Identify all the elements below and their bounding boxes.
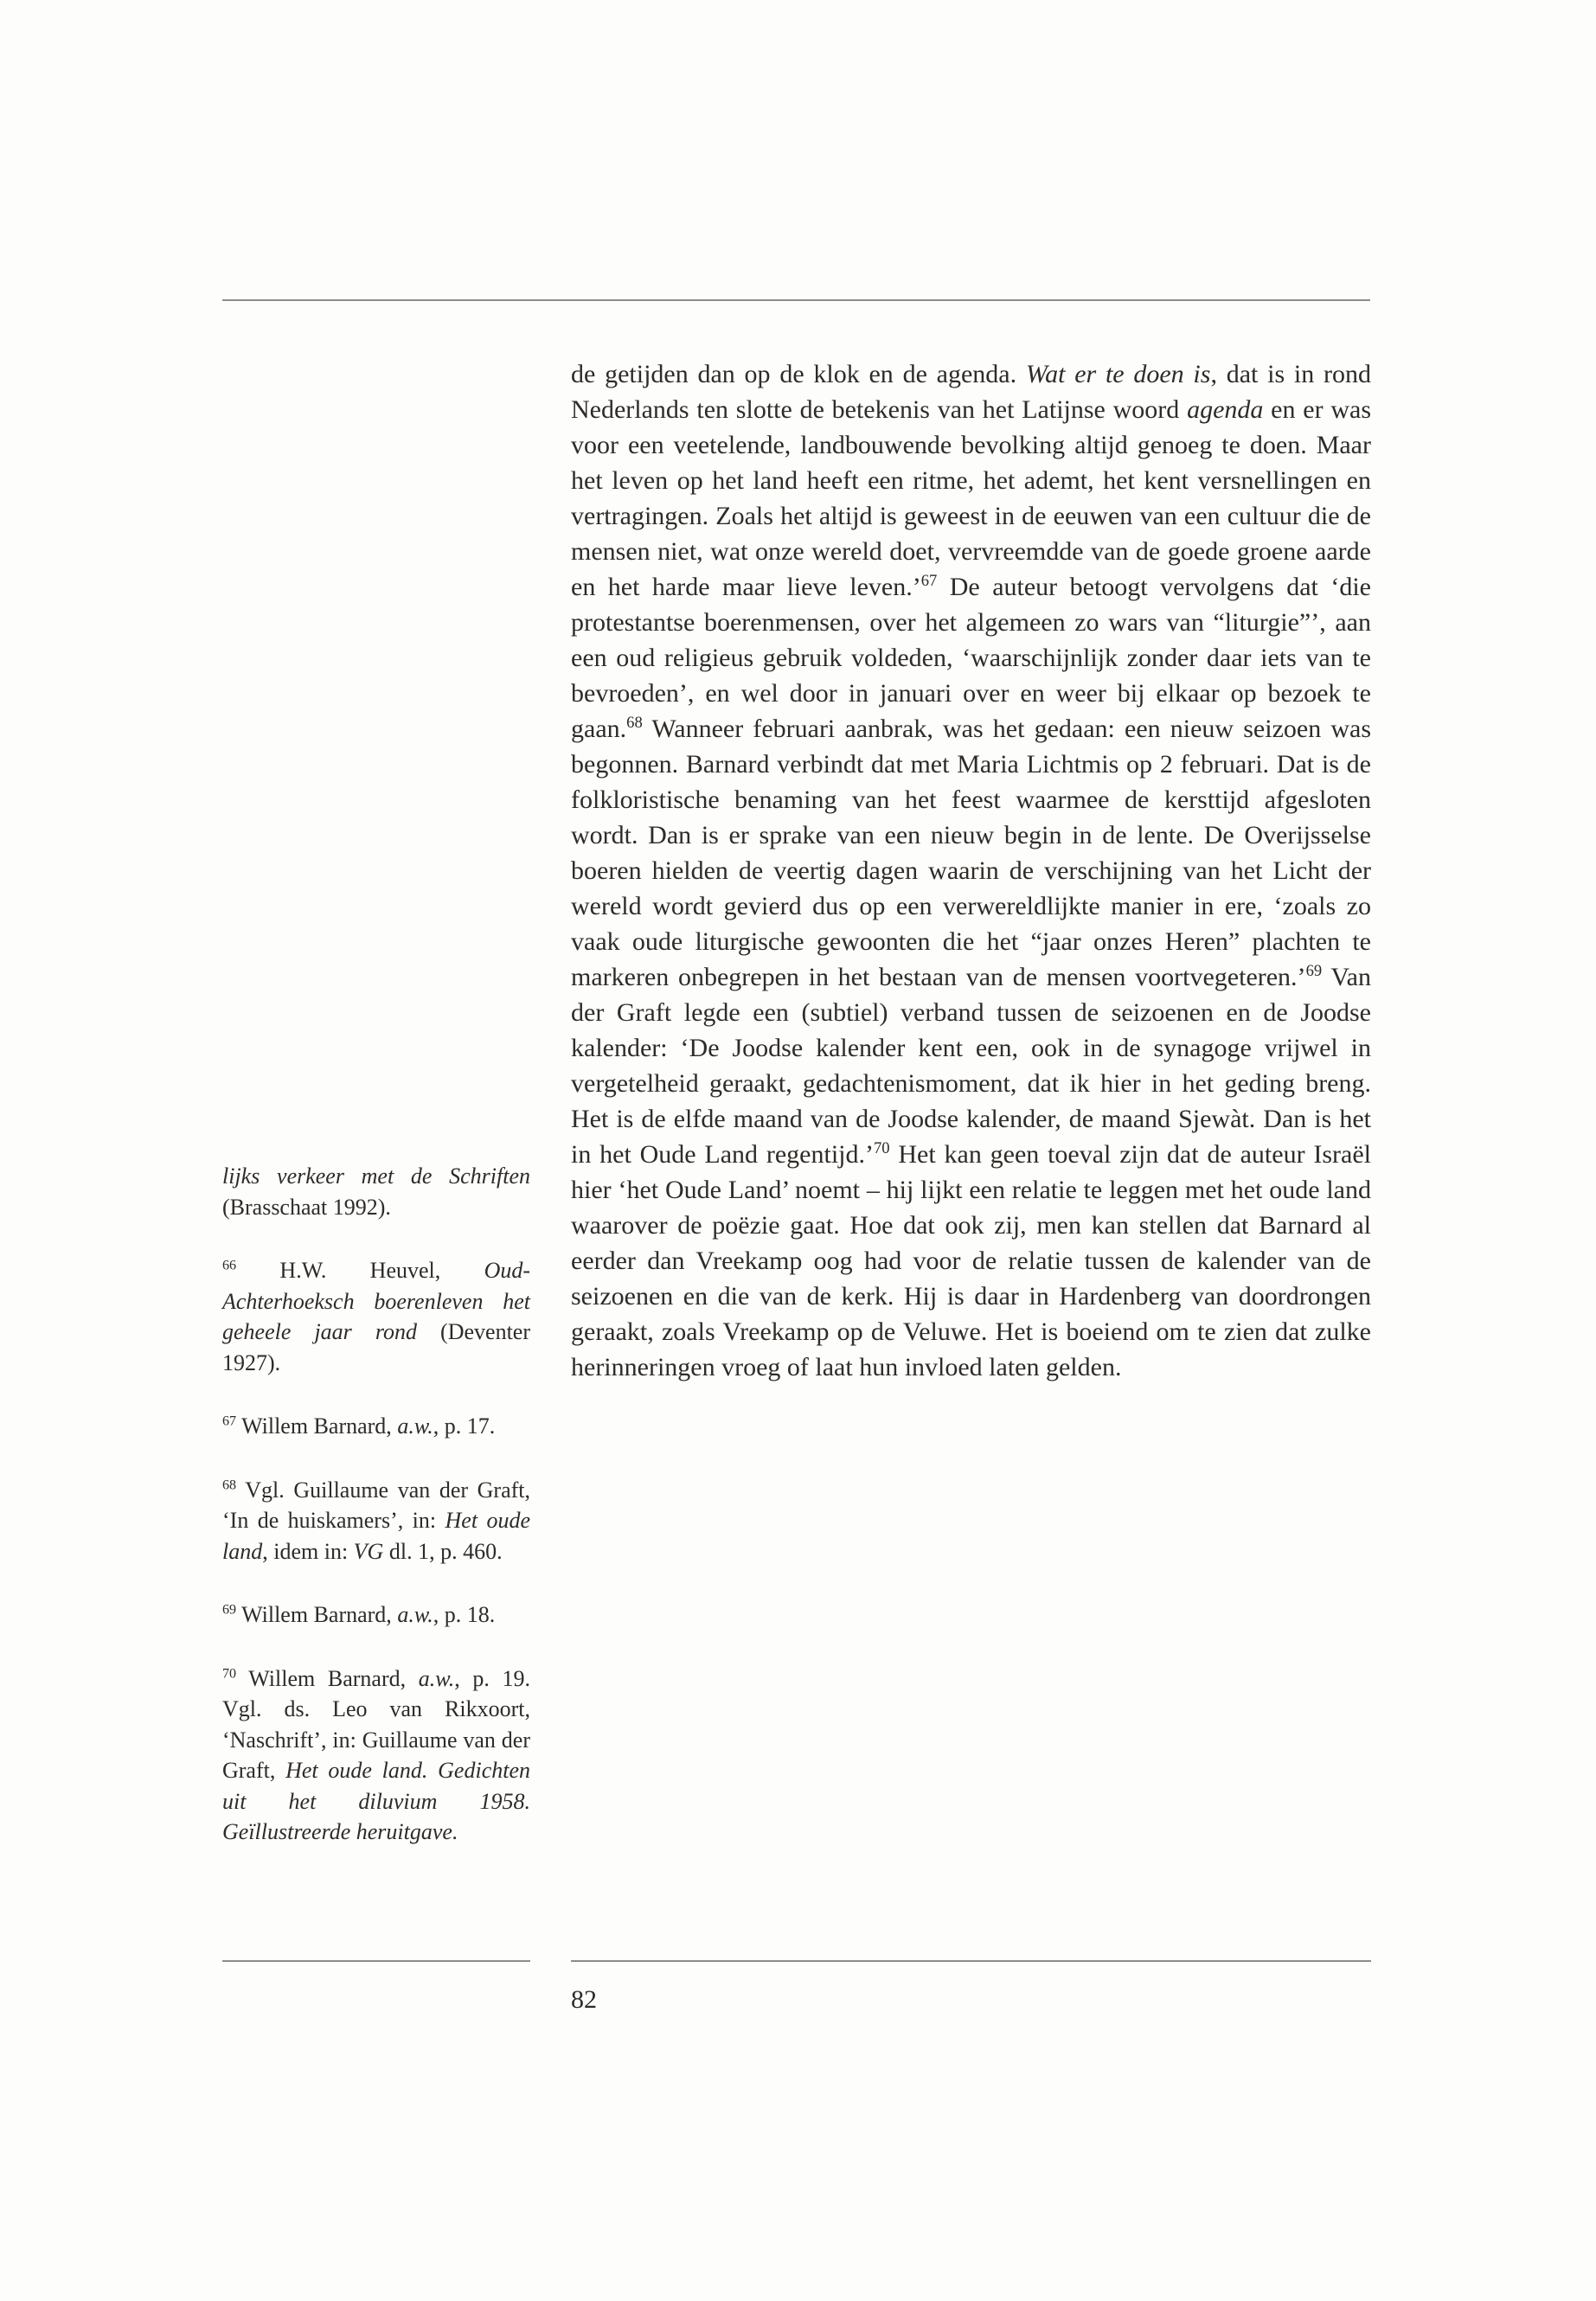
text-segment: , idem in: [262,1538,354,1564]
text-segment: (Deventer 1927). [222,1319,530,1375]
text-segment: a.w. [397,1602,433,1627]
text-segment: Willem Barnard, [236,1602,398,1627]
text-segment: en er was voor een veetelende, landbouwende bevolking altijd genoeg te doen. Maar het leven op het land heeft een ritme, het ademt, het kent versnellingen en vertragingen. Zoals het altijd is geweest in de eeuwen van een cultuur die de mensen niet, wat onze wereld doet, vervreemdde van de goede groene aarde en het harde maar lieve leven.’ [571,395,1371,601]
text-segment: Het oude land. Gedichten uit het diluvium 1958. Geïllustreerde heruitgave. [222,1758,530,1844]
text-segment: , p. 18. [433,1602,496,1627]
bottom-rule-right [571,1960,1371,1962]
margin-note-70 [222,1663,530,1848]
footnote-marker: 70 [873,1139,890,1157]
text-segment: Willem Barnard, [236,1413,398,1439]
text-segment: Van der Graft legde een (subtiel) verband tussen de seizoenen en de Joodse kalender: ‘De Joodse kalender kent een, ook in de synagoge vrijwel in vergetelheid geraakt, gedachtenismoment, dat ik hier in het geding breng. Het is de elfde maand van de Joodse kalender, de maand Sjewàt. Dan is het in het Oude Land regentijd.’ [571,963,1371,1169]
text-segment: Oud-Achterhoeksch boerenleven het geheele jaar rond [222,1258,530,1344]
text-segment: , p. 17. [433,1413,496,1439]
bottom-rule-left [222,1960,530,1962]
footnote-marker: 67 [222,1413,237,1429]
footnote-marker: 67 [920,572,938,590]
text-segment: de getijden dan op de klok en de agenda. [571,360,1026,388]
text-segment: De auteur betoogt vervolgens dat ‘die protestantse boerenmensen, over het algemeen zo wars van “liturgie”’, aan een oud religieus gebruik voldeden, ‘waarschijnlijk zonder daar iets van te bevroeden’, en wel door in januari over en weer bij elkaar op bezoek te gaan. [571,573,1371,743]
text-segment: , p. 19. Vgl. ds. Leo van Rikxoort, ‘Naschrift’, in: Guillaume van der Graft, [222,1665,531,1783]
margin-note-continuation [222,1161,530,1222]
text-segment: Vgl. Guillaume van der Graft, ‘In de huiskamers’, in: [222,1477,530,1533]
footnote-marker: 66 [222,1258,237,1273]
main-text-column [571,356,1371,1385]
text-segment: a.w. [418,1665,455,1691]
text-segment: VG [353,1538,384,1564]
footnote-marker: 70 [222,1665,237,1681]
top-rule [222,299,1370,301]
text-segment: lijks verkeer met de Schriften [222,1163,530,1189]
text-segment: Het kan geen toeval zijn dat de auteur Israël hier ‘het Oude Land’ noemt – hij lijkt een relatie te leggen met het oude land waarover de poëzie gaat. Hoe dat ook zij, men kan stellen dat Barnard al eerder dan Vreekamp oog had voor de relatie tussen de kalender van de seizoenen en die van de kerk. Hij is daar in Hardenberg van doordrongen geraakt, zoals Vreekamp op de Veluwe. Het is boeiend om te zien dat zulke herinneringen vroeg of laat hun invloed laten gelden. [571,1140,1371,1381]
footnote-marker: 68 [222,1477,237,1492]
footnote-marker: 69 [222,1602,237,1618]
page-number: 82 [571,1985,597,2014]
text-segment: , dat is in rond Nederlands ten slotte de betekenis van het Latijnse woord [571,360,1371,424]
margin-note-68 [222,1475,530,1567]
margin-note-66 [222,1255,530,1378]
text-segment: Willem Barnard, [236,1665,419,1691]
text-segment: dl. 1, p. 460. [383,1538,503,1564]
text-segment: Het oude land [222,1508,530,1564]
footnote-marker: 69 [1305,962,1323,980]
margin-note-69 [222,1599,530,1631]
text-segment: a.w. [397,1413,433,1439]
margin-notes-column [222,1161,530,1848]
text-segment: agenda [1187,395,1264,424]
footnote-marker: 68 [626,714,643,732]
margin-note-67 [222,1411,530,1442]
text-segment: Wanneer februari aanbrak, was het gedaan: een nieuw seizoen was begonnen. Barnard verbindt dat met Maria Lichtmis op 2 februari. Dat is de folkloristische benaming van het feest waarmee de kersttijd afgesloten wordt. Dan is er sprake van een nieuw begin in de lente. De Overijsselse boeren hielden de veertig dagen waarin de verschijning van het Licht der wereld wordt gevierd dus op een verwereldlijkte manier in ere, ‘zoals zo vaak oude liturgische gewoonten die het “jaar onzes Heren” plachten te markeren onbegrepen in het bestaan van de mensen voortvegeteren.’ [571,715,1371,991]
text-segment: Wat er te doen is [1025,360,1211,388]
text-segment: H.W. Heuvel, [236,1258,484,1283]
text-segment: (Brasschaat 1992). [222,1194,391,1220]
